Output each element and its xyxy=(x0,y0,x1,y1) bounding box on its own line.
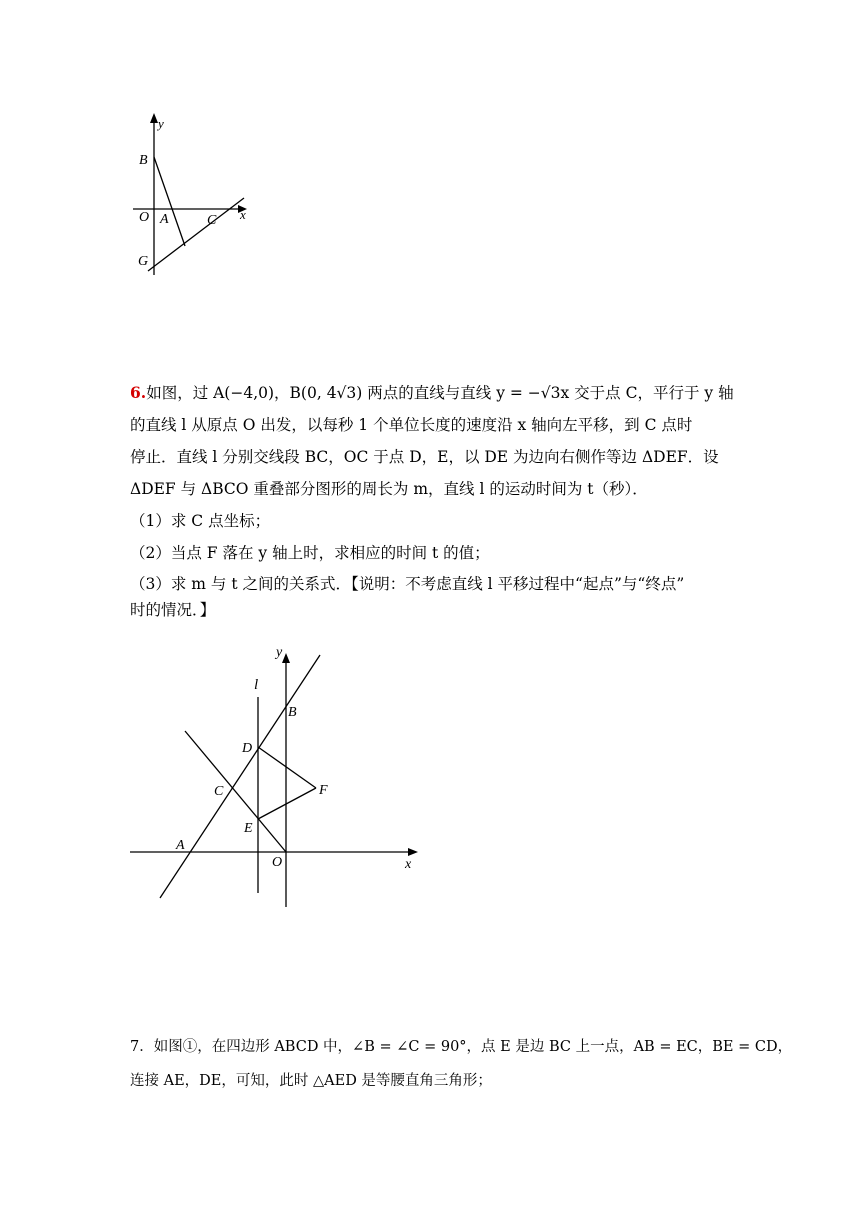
q6-line-4: ΔDEF 与 ΔBCO 重叠部分图形的周长为 m，直线 l 的运动时间为 t（秒）． xyxy=(130,480,648,498)
fig2-y-arrow-icon xyxy=(282,653,290,663)
fig2-label-c: C xyxy=(214,784,224,799)
q6-line-3: 停止．直线 l 分别交线段 BC，OC 于点 D，E，以 DE 为边向右侧作等边 ΔDEF．设 xyxy=(130,448,719,466)
fig1-label-x: x xyxy=(240,207,246,222)
fig2-label-b: B xyxy=(288,705,297,720)
fig1-line-ba xyxy=(154,157,185,246)
q6-text-1: 如图，过 A(−4,0)，B(0, 4√3) 两点的直线与直线 y = −√3x 交于点 C，平行于 y 轴 xyxy=(146,384,734,402)
fig1-label-o: O xyxy=(139,210,150,225)
fig2-label-d: D xyxy=(242,741,253,756)
fig1-y-arrow-icon xyxy=(150,113,158,123)
q7-line-2: 连接 AE，DE，可知，此时 △AED 是等腰直角三角形； xyxy=(130,1073,492,1089)
q6-number: 6. xyxy=(130,383,147,402)
fig2-label-a: A xyxy=(176,838,185,853)
q6-line-1 xyxy=(130,377,750,409)
q6-sub-1: （1）求 C 点坐标； xyxy=(130,512,271,530)
fig2-segment-ef xyxy=(258,788,316,819)
figure-2-coordinate-diagram xyxy=(125,640,425,915)
fig2-label-f: F xyxy=(319,783,328,798)
question-7 xyxy=(130,1030,793,1098)
q6-line-2: 的直线 l 从原点 O 出发，以每秒 1 个单位长度的速度沿 x 轴向左平移，到 C 点时 xyxy=(130,416,693,434)
fig1-label-g: G xyxy=(138,254,149,269)
fig2-line-oc xyxy=(185,731,286,852)
q6-sub-3-line-1: （3）求 m 与 t 之间的关系式．【说明：不考虑直线 l 平移过程中“起点”与“终点” xyxy=(130,575,685,593)
fig2-label-e: E xyxy=(244,821,253,836)
fig1-label-b: B xyxy=(139,153,148,168)
fig2-label-o: O xyxy=(272,855,283,870)
fig1-label-y: y xyxy=(158,116,164,131)
question-6 xyxy=(130,377,750,621)
q6-sub-2: （2）当点 F 落在 y 轴上时，求相应的时间 t 的值； xyxy=(130,544,490,562)
fig1-label-c: C xyxy=(207,213,217,228)
fig2-label-l: l xyxy=(254,677,259,693)
q7-line-1: 7．如图①，在四边形 ABCD 中，∠B = ∠C = 90°，点 E 是边 BC 上一点，AB = EC，BE = CD， xyxy=(130,1039,793,1055)
fig2-label-x: x xyxy=(405,857,412,872)
fig2-x-arrow-icon xyxy=(408,848,418,856)
q6-sub-3-line-2: 时的情况．】 xyxy=(130,601,216,619)
fig2-line-ab xyxy=(160,655,320,898)
fig2-segment-df xyxy=(258,747,316,788)
fig1-label-a: A xyxy=(160,212,169,227)
fig2-label-y: y xyxy=(276,645,283,660)
figure-1-coordinate-diagram xyxy=(120,100,270,285)
